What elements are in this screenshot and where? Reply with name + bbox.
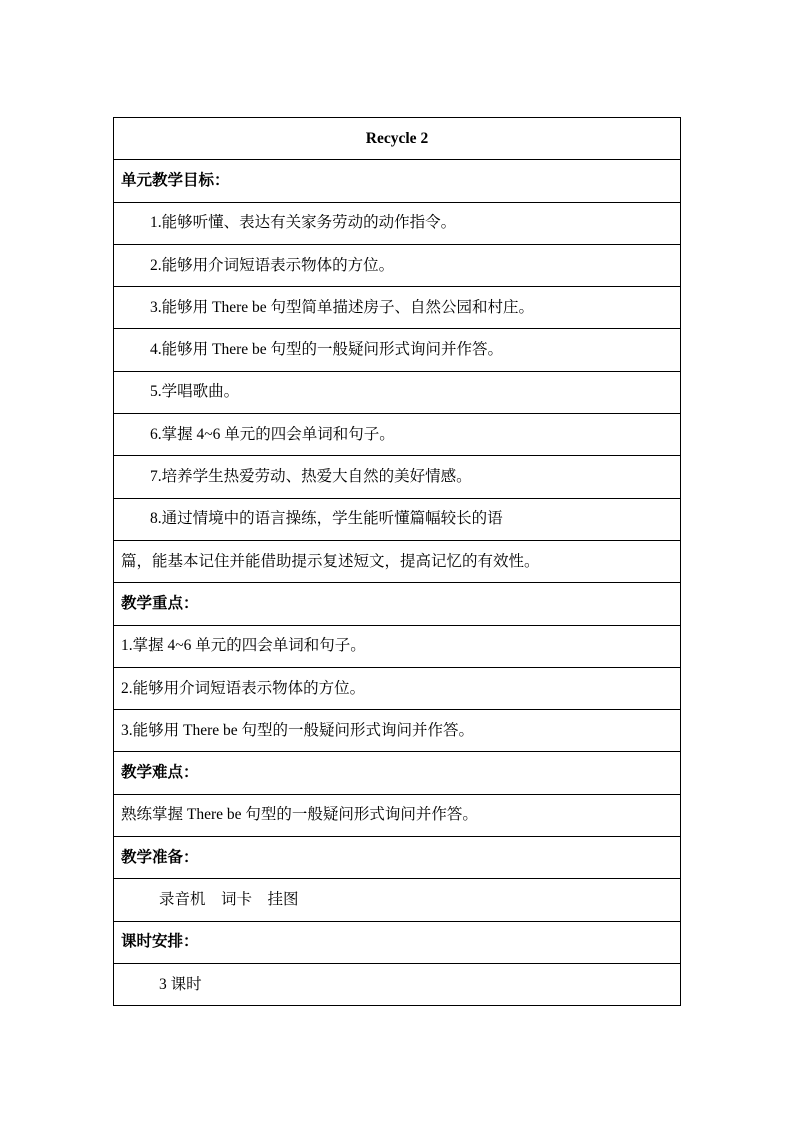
schedule-heading: 课时安排：	[114, 921, 681, 963]
objective-continuation: 篇，能基本记住并能借助提示复述短文，提高记忆的有效性。	[114, 540, 681, 582]
table-row	[114, 879, 681, 921]
table-row	[114, 329, 681, 371]
schedule-text: 3 课时	[114, 963, 681, 1005]
objective-item: 6.掌握 4~6 单元的四会单词和句子。	[114, 414, 681, 456]
preparation-heading: 教学准备：	[114, 837, 681, 879]
document-title: Recycle 2	[114, 118, 681, 160]
table-row	[114, 794, 681, 836]
table-row	[114, 667, 681, 709]
lesson-plan-table	[113, 117, 681, 1006]
difficulties-text: 熟练掌握 There be 句型的一般疑问形式询问并作答。	[114, 794, 681, 836]
table-row	[114, 498, 681, 540]
objectives-heading: 单元教学目标：	[114, 160, 681, 202]
table-row	[114, 160, 681, 202]
objective-item: 8.通过情境中的语言操练，学生能听懂篇幅较长的语	[114, 498, 681, 540]
key-points-heading: 教学重点：	[114, 583, 681, 625]
preparation-text: 录音机 词卡 挂图	[114, 879, 681, 921]
table-row	[114, 752, 681, 794]
table-row	[114, 118, 681, 160]
table-row	[114, 202, 681, 244]
table-row	[114, 921, 681, 963]
objective-item: 1.能够听懂、表达有关家务劳动的动作指令。	[114, 202, 681, 244]
table-row	[114, 244, 681, 286]
table-row	[114, 540, 681, 582]
table-row	[114, 456, 681, 498]
table-row	[114, 414, 681, 456]
table-row	[114, 837, 681, 879]
table-row	[114, 583, 681, 625]
key-point-item: 2.能够用介词短语表示物体的方位。	[114, 667, 681, 709]
objective-item: 2.能够用介词短语表示物体的方位。	[114, 244, 681, 286]
table-row	[114, 710, 681, 752]
table-row	[114, 371, 681, 413]
objective-item: 7.培养学生热爱劳动、热爱大自然的美好情感。	[114, 456, 681, 498]
objective-item: 4.能够用 There be 句型的一般疑问形式询问并作答。	[114, 329, 681, 371]
table-row	[114, 963, 681, 1005]
key-point-item: 3.能够用 There be 句型的一般疑问形式询问并作答。	[114, 710, 681, 752]
table-row	[114, 625, 681, 667]
objective-item: 5.学唱歌曲。	[114, 371, 681, 413]
table-row	[114, 287, 681, 329]
key-point-item: 1.掌握 4~6 单元的四会单词和句子。	[114, 625, 681, 667]
difficulties-heading: 教学难点：	[114, 752, 681, 794]
objective-item: 3.能够用 There be 句型简单描述房子、自然公园和村庄。	[114, 287, 681, 329]
